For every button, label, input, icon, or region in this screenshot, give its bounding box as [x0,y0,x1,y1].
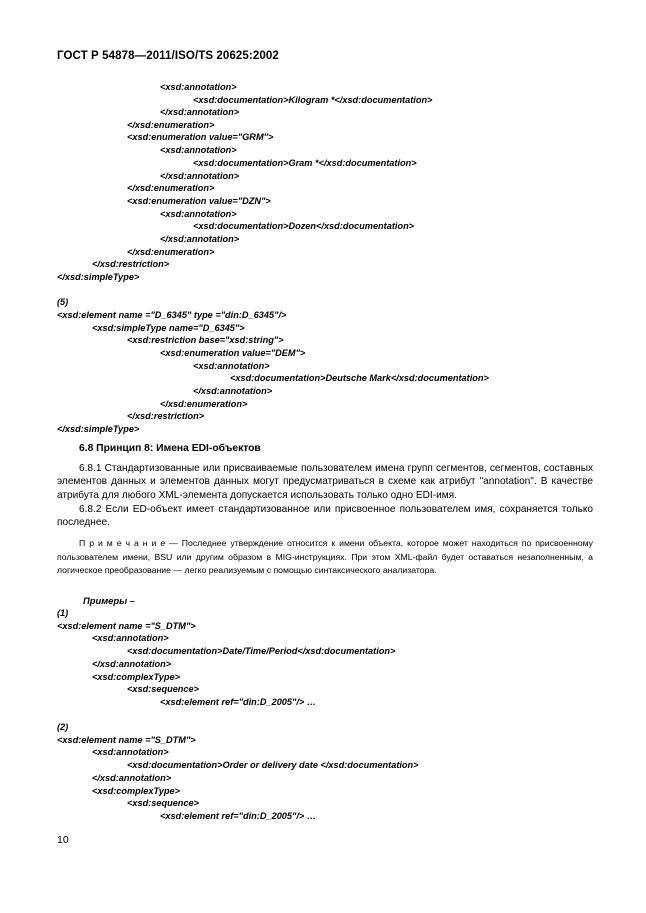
paragraph-6-8-1: 6.8.1 Стандартизованные или присваиваемые пользователем имена групп сегментов, сегментов, составных элементов данных и элементов данных могут предусматриваться в схеме как атрибут "annotation". В качестве атрибута для любого XML-элемента допускается использовать только одно EDI-имя. [57,463,593,501]
code-line: <xsd:enumeration value="GRM"> [127,132,274,142]
code-line: </xsd:annotation> [160,234,240,244]
code-line: <xsd:simpleType name="D_6345"> [92,323,245,333]
code-line: <xsd:annotation> [92,747,169,757]
code-line: </xsd:enumeration> [127,247,215,257]
code-line: </xsd:simpleType> [57,272,140,282]
note-paragraph: П р и м е ч а н и е — Последнее утверждение относится к имени объекта, которое может находиться по присвоенному пользователем имени, BSU или другим образом в MIG-инструкциях. При этом XML-файл будет оставаться незаполненным, а логическое преобразование — легко реализуемым с помощью синтаксического анализатора. [57,538,593,575]
code-line: <xsd:documentation>Deutsche Mark</xsd:documentation> [230,373,489,383]
code-line: </xsd:restriction> [127,411,205,421]
code-line: <xsd:annotation> [160,82,237,92]
paragraph-6-8-2: 6.8.2 Если ED-объект имеет стандартизованное или присвоенное пользователем имя, сохраняется только последнее. [57,504,593,529]
code-line: </xsd:annotation> [193,386,273,396]
code-line: <xsd:annotation> [160,209,237,219]
code-line: <xsd:complexType> [92,672,180,682]
code-line: </xsd:annotation> [160,107,240,117]
code-line: <xsd:element ref="din:D_2005"/> … [160,697,317,707]
code-line: <xsd:annotation> [160,145,237,155]
code-line: <xsd:element ref="din:D_2005"/> … [160,811,317,821]
section-heading: 6.8 Принцип 8: Имена EDI-объектов [79,443,261,454]
code-line: <xsd:annotation> [193,361,270,371]
code-line: </xsd:annotation> [160,171,240,181]
code-line: <xsd:documentation>Date/Time/Period</xsd:documentation> [127,646,396,656]
examples-label: Примеры – [83,595,135,606]
code-line: </xsd:restriction> [92,259,170,269]
code-line: <xsd:complexType> [92,786,180,796]
code-line: <xsd:documentation>Gram *</xsd:documentation> [193,158,417,168]
code-line: </xsd:annotation> [92,659,172,669]
code-line: </xsd:enumeration> [127,120,215,130]
code-line: <xsd:documentation>Dozen</xsd:documentation> [193,221,415,231]
page-header: ГОСТ Р 54878—2011/ISO/TS 20625:2002 [57,50,279,62]
code-line: (1) [57,608,69,618]
code-line: <xsd:restriction base="xsd:string"> [127,335,284,345]
page-number: 10 [57,834,69,846]
code-line: (5) [57,297,69,307]
code-line: <xsd:enumeration value="DEM"> [160,348,306,358]
code-line: </xsd:enumeration> [160,399,248,409]
code-line: <xsd:enumeration value="DZN"> [127,196,271,206]
code-line: </xsd:simpleType> [57,424,140,434]
code-line: <xsd:element name ="S_DTM"> [57,735,196,745]
code-line: <xsd:annotation> [92,633,169,643]
code-line: <xsd:element name ="S_DTM"> [57,621,196,631]
code-line: </xsd:enumeration> [127,183,215,193]
code-line: </xsd:annotation> [92,773,172,783]
code-line: <xsd:documentation>Kilogram *</xsd:documentation> [193,95,433,105]
code-line: <xsd:sequence> [127,684,200,694]
code-line: <xsd:documentation>Order or delivery date </xsd:documentation> [127,760,419,770]
code-line: <xsd:sequence> [127,798,200,808]
code-line: <xsd:element name ="D_6345" type ="din:D_6345"/> [57,310,287,320]
code-line: (2) [57,722,69,732]
